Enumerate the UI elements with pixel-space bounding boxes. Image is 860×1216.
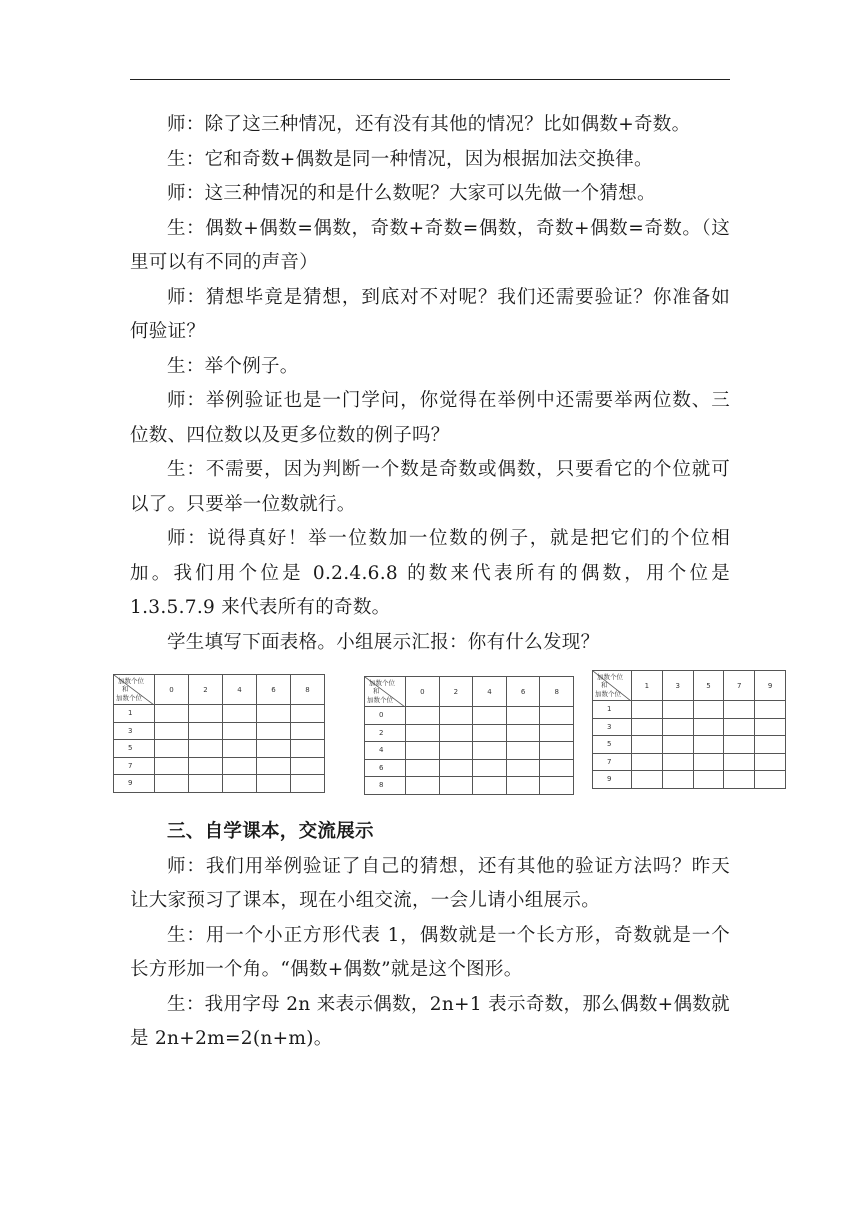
empty-sum-cell[interactable] <box>257 705 291 723</box>
paragraph: 生：偶数+偶数=偶数，奇数+奇数=偶数，奇数+偶数=奇数。（这里可以有不同的声音） <box>130 217 730 273</box>
empty-sum-cell[interactable] <box>189 757 223 775</box>
table-corner-header <box>365 677 406 707</box>
paragraph: 师：除了这三种情况，还有没有其他的情况？比如偶数+奇数。 <box>167 114 691 135</box>
table-row <box>593 701 786 719</box>
empty-sum-cell[interactable] <box>189 705 223 723</box>
corner-top-label: 加数个位 <box>597 673 623 681</box>
corner-top-label: 加数个位 <box>118 677 144 685</box>
empty-sum-cell[interactable] <box>223 705 257 723</box>
empty-sum-cell[interactable] <box>506 759 540 777</box>
empty-sum-cell[interactable] <box>406 759 440 777</box>
empty-sum-cell[interactable] <box>632 771 663 789</box>
empty-sum-cell[interactable] <box>257 775 291 793</box>
empty-sum-cell[interactable] <box>693 701 724 719</box>
paragraph: 生：不需要，因为判断一个数是奇数或偶数，只要看它的个位就可以了。只要举一位数就行。 <box>130 459 730 515</box>
empty-sum-cell[interactable] <box>291 705 325 723</box>
table-row <box>365 707 574 725</box>
row-header: 4 <box>365 742 406 760</box>
row-header: 6 <box>365 759 406 777</box>
empty-sum-cell[interactable] <box>439 742 473 760</box>
paragraph: 学生填写下面表格。小组展示汇报：你有什么发现？ <box>167 631 600 653</box>
empty-sum-cell[interactable] <box>540 724 574 742</box>
column-header: 4 <box>223 675 257 705</box>
row-header: 2 <box>365 724 406 742</box>
empty-sum-cell[interactable] <box>632 718 663 736</box>
table-row <box>365 742 574 760</box>
table-row <box>114 722 325 740</box>
paragraph: 生：举个例子。 <box>167 355 299 377</box>
corner-mid-label: 和 <box>373 687 380 695</box>
table-row <box>593 736 786 754</box>
table-corner-header <box>593 671 632 701</box>
addition-tables <box>116 670 773 815</box>
row-header: 1 <box>593 701 632 719</box>
corner-mid-label: 和 <box>601 681 608 689</box>
empty-sum-cell[interactable] <box>155 775 189 793</box>
header-rule <box>130 79 730 80</box>
empty-sum-cell[interactable] <box>693 736 724 754</box>
row-header: 7 <box>114 757 155 775</box>
paragraph: 师：举例验证也是一门学问，你觉得在举例中还需要举两位数、三位数、四位数以及更多位数的例子吗？ <box>130 390 730 446</box>
row-header: 3 <box>593 718 632 736</box>
empty-sum-cell[interactable] <box>662 718 693 736</box>
table-row <box>114 740 325 758</box>
empty-sum-cell[interactable] <box>406 707 440 725</box>
row-header: 3 <box>114 722 155 740</box>
empty-sum-cell[interactable] <box>506 724 540 742</box>
even-plus-even-table <box>364 676 574 795</box>
paragraph: 生：我用字母 2n 来表示偶数，2n+1 表示奇数，那么偶数+偶数就是 2n+2m=2(n+m)。 <box>130 993 730 1049</box>
empty-sum-cell[interactable] <box>755 701 786 719</box>
corner-mid-label: 和 <box>122 685 129 693</box>
section-heading: 三、自学课本，交流展示 <box>167 821 374 842</box>
empty-sum-cell[interactable] <box>724 736 755 754</box>
empty-sum-cell[interactable] <box>223 740 257 758</box>
paragraph: 师：猜想毕竟是猜想，到底对不对呢？我们还需要验证？你准备如何验证？ <box>130 286 730 342</box>
empty-sum-cell[interactable] <box>473 777 507 795</box>
empty-sum-cell[interactable] <box>662 736 693 754</box>
empty-sum-cell[interactable] <box>439 759 473 777</box>
column-header: 8 <box>291 675 325 705</box>
row-header: 8 <box>365 777 406 795</box>
table-row <box>114 705 325 723</box>
empty-sum-cell[interactable] <box>257 740 291 758</box>
empty-sum-cell[interactable] <box>540 742 574 760</box>
row-header: 0 <box>365 707 406 725</box>
row-header: 5 <box>114 740 155 758</box>
empty-sum-cell[interactable] <box>406 742 440 760</box>
empty-sum-cell[interactable] <box>662 701 693 719</box>
empty-sum-cell[interactable] <box>693 753 724 771</box>
empty-sum-cell[interactable] <box>724 718 755 736</box>
table-row <box>114 757 325 775</box>
empty-sum-cell[interactable] <box>755 736 786 754</box>
corner-bottom-label: 加数个位 <box>116 694 142 702</box>
table-corner-header <box>114 675 155 705</box>
empty-sum-cell[interactable] <box>155 705 189 723</box>
empty-sum-cell[interactable] <box>540 707 574 725</box>
column-header: 6 <box>506 677 540 707</box>
empty-sum-cell[interactable] <box>155 757 189 775</box>
empty-sum-cell[interactable] <box>291 757 325 775</box>
empty-sum-cell[interactable] <box>662 753 693 771</box>
empty-sum-cell[interactable] <box>724 701 755 719</box>
empty-sum-cell[interactable] <box>473 742 507 760</box>
paragraph: 生：用一个小正方形代表 1，偶数就是一个长方形，奇数就是一个长方形加一个角。“偶数+偶数”就是这个图形。 <box>130 924 730 980</box>
empty-sum-cell[interactable] <box>257 757 291 775</box>
document-body <box>116 108 773 1057</box>
table-row <box>365 759 574 777</box>
empty-sum-cell[interactable] <box>223 757 257 775</box>
empty-sum-cell[interactable] <box>506 777 540 795</box>
column-header: 2 <box>189 675 223 705</box>
row-header: 7 <box>593 753 632 771</box>
empty-sum-cell[interactable] <box>724 753 755 771</box>
column-header: 0 <box>155 675 189 705</box>
empty-sum-cell[interactable] <box>632 701 663 719</box>
empty-sum-cell[interactable] <box>473 759 507 777</box>
empty-sum-cell[interactable] <box>155 722 189 740</box>
empty-sum-cell[interactable] <box>257 722 291 740</box>
column-header: 4 <box>473 677 507 707</box>
table-row <box>593 771 786 789</box>
empty-sum-cell[interactable] <box>662 771 693 789</box>
empty-sum-cell[interactable] <box>632 753 663 771</box>
empty-sum-cell[interactable] <box>406 777 440 795</box>
empty-sum-cell[interactable] <box>755 771 786 789</box>
empty-sum-cell[interactable] <box>755 753 786 771</box>
empty-sum-cell[interactable] <box>439 707 473 725</box>
column-header: 1 <box>632 671 663 701</box>
table-row <box>365 777 574 795</box>
empty-sum-cell[interactable] <box>223 775 257 793</box>
empty-sum-cell[interactable] <box>693 718 724 736</box>
paragraph: 师：我们用举例验证了自己的猜想，还有其他的验证方法吗？昨天让大家预习了课本，现在小组交流，一会儿请小组展示。 <box>130 855 730 911</box>
row-header: 9 <box>114 775 155 793</box>
empty-sum-cell[interactable] <box>223 722 257 740</box>
table-row <box>114 775 325 793</box>
empty-sum-cell[interactable] <box>155 740 189 758</box>
corner-bottom-label: 加数个位 <box>367 696 393 704</box>
column-header: 9 <box>755 671 786 701</box>
empty-sum-cell[interactable] <box>724 771 755 789</box>
column-header: 3 <box>662 671 693 701</box>
paragraph: 生：它和奇数+偶数是同一种情况，因为根据加法交换律。 <box>167 148 653 170</box>
empty-sum-cell[interactable] <box>189 740 223 758</box>
empty-sum-cell[interactable] <box>406 724 440 742</box>
empty-sum-cell[interactable] <box>506 742 540 760</box>
table-row <box>593 718 786 736</box>
row-header: 9 <box>593 771 632 789</box>
empty-sum-cell[interactable] <box>632 736 663 754</box>
column-header: 0 <box>406 677 440 707</box>
empty-sum-cell[interactable] <box>693 771 724 789</box>
table-row <box>593 753 786 771</box>
row-header: 5 <box>593 736 632 754</box>
odd-plus-even-table <box>113 674 325 793</box>
empty-sum-cell[interactable] <box>291 722 325 740</box>
empty-sum-cell[interactable] <box>473 724 507 742</box>
column-header: 5 <box>693 671 724 701</box>
corner-top-label: 加数个位 <box>369 679 395 687</box>
empty-sum-cell[interactable] <box>473 707 507 725</box>
empty-sum-cell[interactable] <box>439 724 473 742</box>
column-header: 8 <box>540 677 574 707</box>
column-header: 2 <box>439 677 473 707</box>
odd-plus-odd-table <box>592 670 786 789</box>
empty-sum-cell[interactable] <box>291 775 325 793</box>
empty-sum-cell[interactable] <box>540 777 574 795</box>
empty-sum-cell[interactable] <box>189 775 223 793</box>
empty-sum-cell[interactable] <box>439 777 473 795</box>
empty-sum-cell[interactable] <box>755 718 786 736</box>
table-row <box>365 724 574 742</box>
paragraph: 师：说得真好！举一位数加一位数的例子，就是把它们的个位相加。我们用个位是 0.2.4.6.8 的数来代表所有的偶数，用个位是1.3.5.7.9 来代表所有的奇数。 <box>130 528 730 618</box>
empty-sum-cell[interactable] <box>189 722 223 740</box>
column-header: 6 <box>257 675 291 705</box>
empty-sum-cell[interactable] <box>540 759 574 777</box>
corner-bottom-label: 加数个位 <box>595 690 621 698</box>
column-header: 7 <box>724 671 755 701</box>
empty-sum-cell[interactable] <box>291 740 325 758</box>
empty-sum-cell[interactable] <box>506 707 540 725</box>
paragraph: 师：这三种情况的和是什么数呢？大家可以先做一个猜想。 <box>167 183 656 204</box>
row-header: 1 <box>114 705 155 723</box>
